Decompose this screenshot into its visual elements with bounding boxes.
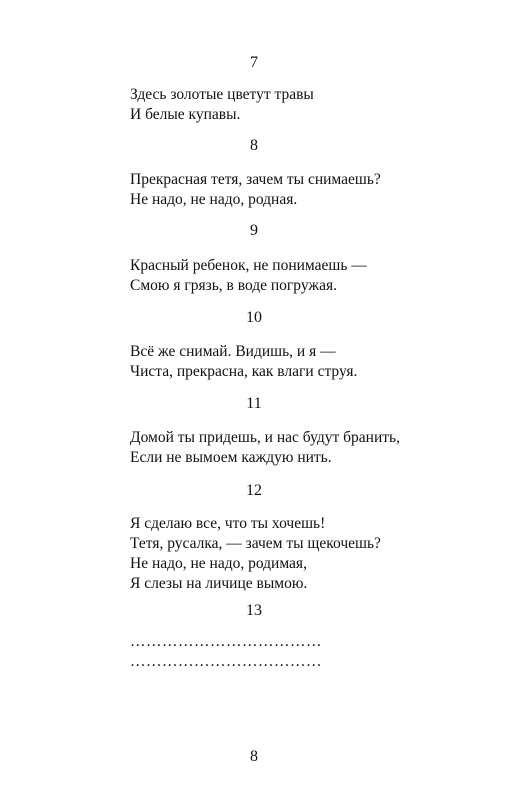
stanza-number-8: 8 — [250, 137, 258, 154]
stanza-line: Смою я грязь, в воде погружая. — [130, 277, 337, 294]
stanza-number-10: 10 — [246, 309, 262, 326]
stanza-line: Чиста, прекрасна, как влаги струя. — [130, 363, 358, 380]
stanza-number-12: 12 — [246, 482, 262, 499]
stanza-line: Я сделаю все, что ты хочешь! — [130, 515, 326, 532]
ellipsis-line: ……………………………… — [130, 653, 322, 670]
stanza-number-13: 13 — [246, 602, 262, 619]
stanza-line: Всё же снимай. Видишь, и я — — [130, 343, 336, 360]
stanza-line: Домой ты придешь, и нас будут бранить, — [130, 429, 400, 446]
stanza-line: Не надо, не надо, родимая, — [130, 555, 307, 572]
stanza-line: Если не вымоем каждую нить. — [130, 449, 332, 466]
stanza-12 — [130, 514, 490, 594]
stanza-line: Красный ребенок, не понимаешь — — [130, 257, 367, 274]
stanza-7 — [130, 85, 490, 125]
stanza-8 — [130, 170, 490, 210]
stanza-number-7: 7 — [250, 54, 258, 71]
stanza-line: Я слезы на личице вымою. — [130, 575, 308, 592]
stanza-line: Не надо, не надо, родная. — [130, 191, 298, 208]
stanza-line: Здесь золотые цветут травы — [130, 86, 314, 103]
stanza-line: И белые купавы. — [130, 106, 241, 123]
stanza-9 — [130, 256, 490, 296]
page-number: 8 — [250, 748, 258, 765]
stanza-11 — [130, 428, 490, 468]
stanza-line: Тетя, русалка, — зачем ты щекочешь? — [130, 535, 381, 552]
stanza-13-ellipsis — [130, 632, 490, 672]
ellipsis-line: ……………………………… — [130, 633, 322, 650]
stanza-number-9: 9 — [250, 222, 258, 239]
stanza-line: Прекрасная тетя, зачем ты снимаешь? — [130, 171, 381, 188]
stanza-number-11: 11 — [246, 395, 262, 412]
stanza-10 — [130, 342, 490, 382]
